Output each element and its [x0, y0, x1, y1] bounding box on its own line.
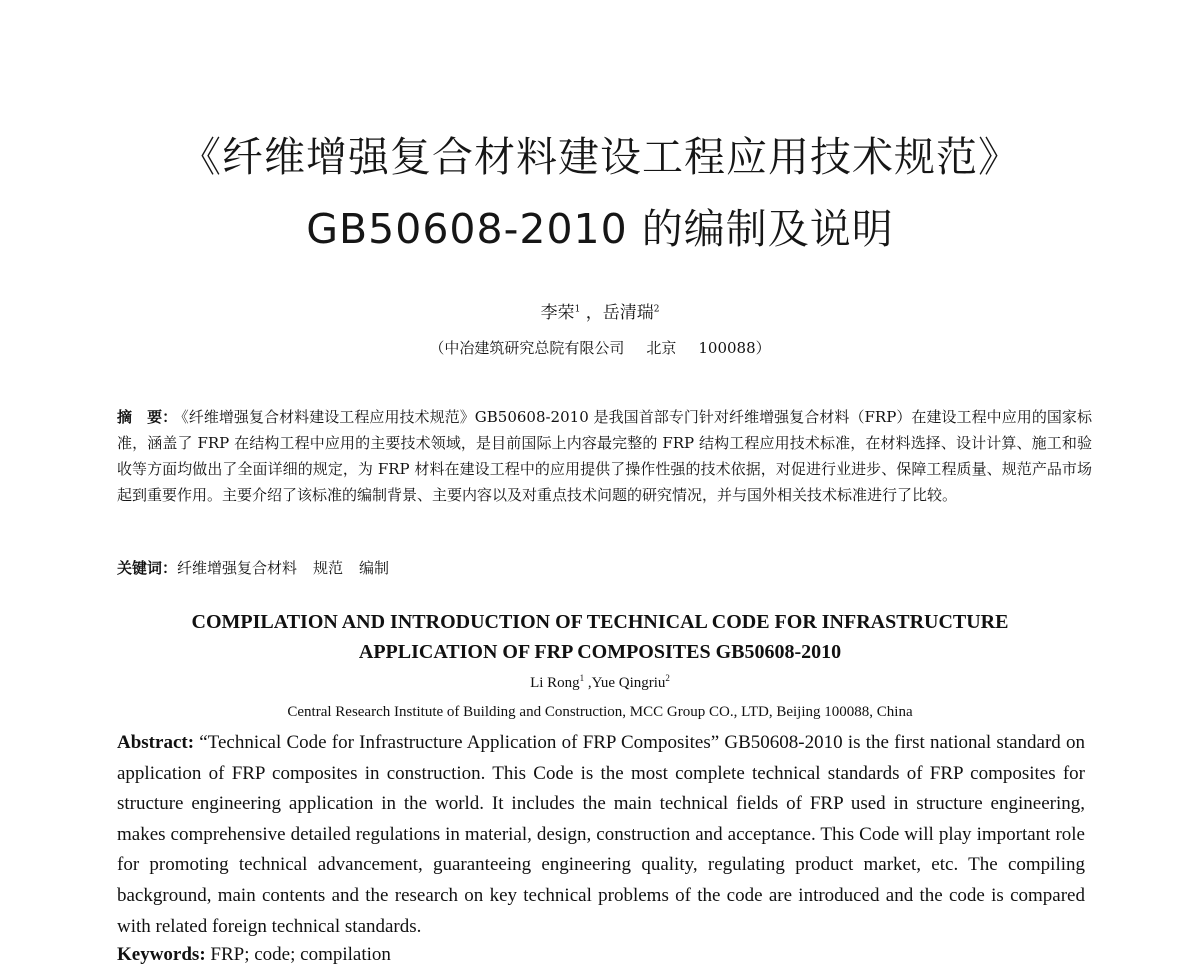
chinese-affiliation-city: 北京: [646, 339, 677, 357]
chinese-keyword: 规范: [313, 559, 344, 577]
chinese-author-2: 岳清瑞: [602, 303, 654, 323]
chinese-authors: [0, 298, 1200, 323]
chinese-author-1-affil-mark: 1: [574, 304, 581, 315]
english-author-1-affil-mark: 1: [579, 673, 585, 683]
chinese-author-2-affil-mark: 2: [653, 304, 660, 315]
chinese-affiliation: [0, 337, 1200, 358]
chinese-keyword: 编制: [359, 559, 390, 577]
chinese-author-1: 李荣: [540, 303, 575, 323]
chinese-keywords-label: 关键词：: [117, 559, 178, 577]
english-keywords-text: FRP; code; compilation: [205, 944, 391, 965]
chinese-abstract: [117, 404, 1092, 508]
chinese-author-separator: ，: [580, 303, 603, 323]
english-authors: [0, 673, 1200, 692]
english-keywords: [117, 940, 1085, 970]
english-author-separator: ,: [584, 675, 592, 691]
english-abstract-text: “Technical Code for Infrastructure Application of FRP Composites” GB50608-2010 is the first national standard on application of FRP composites in construction. This Code is the most complete technical standards of FRP composites for structure engineering application in the world. It includes the main technical fields of FRP used in structure engineering, makes comprehensive detailed regulations in material, design, construction and acceptance. This Code will play important role for promoting technical advancement, guaranteeing engineering quality, regulating product market, etc. The compiling background, main contents and the research on key technical problems of the code are introduced and the code is compared with related foreign technical standards.: [117, 732, 1085, 937]
english-abstract: [117, 728, 1085, 942]
english-keywords-label: Keywords:: [117, 944, 206, 965]
english-author-2: Yue Qingriu: [591, 675, 666, 691]
chinese-affiliation-postcode: 100088）: [698, 339, 771, 357]
chinese-title-line-1: 《纤维增强复合材料建设工程应用技术规范》: [180, 133, 1020, 181]
chinese-keyword: 纤维增强复合材料: [177, 559, 298, 577]
english-author-1: Li Rong: [530, 675, 580, 691]
chinese-abstract-label: 摘 要：: [117, 408, 178, 426]
chinese-title-line-2: GB50608-2010 的编制及说明: [306, 205, 894, 253]
chinese-affiliation-institute: （中冶建筑研究总院有限公司: [429, 339, 625, 357]
chinese-abstract-text: 《纤维增强复合材料建设工程应用技术规范》GB50608-2010 是我国首部专门针对纤维增强复合材料（FRP）在建设工程中应用的国家标准，涵盖了 FRP 在结构工程中应用的主要技术领域，是目前国际上内容最完整的 FRP 结构工程应用技术标准，在材料选择、设计计算、施工和验收等方面均做出了全面详细的规定，为 FRP 材料在建设工程中的应用提供了操作性强的技术依据，对促进行业进步、保障工程质量、规范产品市场起到重要作用。主要介绍了该标准的编制背景、主要内容以及对重点技术问题的研究情况，并与国外相关技术标准进行了比较。: [117, 408, 1092, 504]
english-author-2-affil-mark: 2: [665, 673, 670, 683]
english-abstract-label: Abstract:: [117, 732, 195, 753]
english-title-line-2: APPLICATION OF FRP COMPOSITES GB50608-2010: [358, 641, 842, 663]
chinese-keywords: [117, 555, 1092, 581]
english-title-line-1: COMPILATION AND INTRODUCTION OF TECHNICAL CODE FOR INFRASTRUCTURE: [191, 611, 1009, 633]
english-affiliation: Central Research Institute of Building and Construction, MCC Group CO., LTD, Beijing 100088, China: [287, 704, 913, 720]
